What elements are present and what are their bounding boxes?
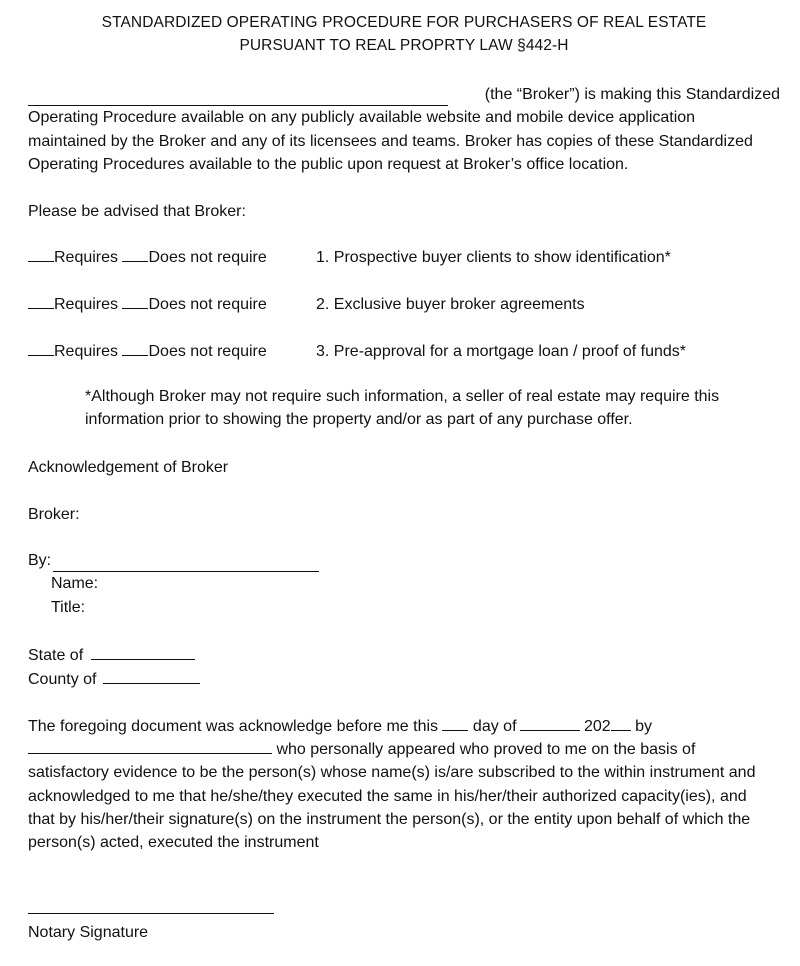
requirement-item: 1. Prospective buyer clients to show identification* <box>316 249 671 267</box>
intro-line-3: maintained by the Broker and any of its licensees and teams. Broker has copies of these Standardized <box>28 132 753 150</box>
acknowledgement-heading: Acknowledgement of Broker <box>28 458 229 476</box>
intro-line-2: Operating Procedure available on any publicly available website and mobile device application <box>28 109 696 127</box>
requirement-item: 3. Pre-approval for a mortgage loan / proof of funds* <box>316 342 686 360</box>
requirement-row-1 <box>28 246 780 269</box>
title-line-2: PURSUANT TO REAL PROPRTY LAW §442-H <box>239 37 569 54</box>
broker-label: Broker: <box>28 505 80 523</box>
does-not-require-label: Does not require <box>148 249 267 267</box>
requires-label: Requires <box>54 296 119 314</box>
day-blank[interactable] <box>442 716 468 731</box>
footnote-line-2: information prior to showing the property and/or as part of any purchase offer. <box>85 411 633 429</box>
requires-label: Requires <box>54 342 119 360</box>
title-line-1: STANDARDIZED OPERATING PROCEDURE FOR PURCHASERS OF REAL ESTATE <box>101 14 707 31</box>
foregoing-part-4: by <box>635 717 653 735</box>
does-not-require-label: Does not require <box>148 296 267 314</box>
by-label: By: <box>28 552 52 570</box>
requirement-row-3 <box>28 340 780 363</box>
month-blank[interactable] <box>520 716 580 731</box>
year-blank[interactable] <box>611 716 631 731</box>
does-not-require-blank[interactable] <box>122 294 148 309</box>
state-label: State of <box>28 647 84 665</box>
requires-blank[interactable] <box>28 247 54 262</box>
foregoing-line-5: that by his/her/their signature(s) on the instrument the person(s), or the entity upon behalf of which the <box>28 810 751 828</box>
foregoing-line-2 <box>28 738 780 761</box>
requires-blank[interactable] <box>28 341 54 356</box>
intro-paragraph <box>28 83 780 176</box>
county-blank[interactable] <box>103 667 200 684</box>
requirements-list <box>28 246 780 362</box>
state-blank[interactable] <box>91 643 195 660</box>
advised-text: Please be advised that Broker: <box>28 203 246 221</box>
notary-acknowledgement-paragraph <box>28 715 780 855</box>
appeared-person-blank[interactable] <box>28 739 272 754</box>
document-page <box>0 11 800 966</box>
footnote <box>28 385 780 432</box>
requirement-item: 2. Exclusive buyer broker agreements <box>316 296 585 314</box>
requires-label: Requires <box>54 249 119 267</box>
intro-first-tail: (the “Broker”) is making this Standardized <box>484 86 780 103</box>
does-not-require-label: Does not require <box>148 342 267 360</box>
foregoing-line-1 <box>28 715 780 738</box>
requires-blank[interactable] <box>28 294 54 309</box>
does-not-require-blank[interactable] <box>122 247 148 262</box>
by-row <box>28 549 780 572</box>
foregoing-line-6: person(s) acted, executed the instrument <box>28 834 319 852</box>
foregoing-line-2-tail: who personally appeared who proved to me on the basis of <box>276 740 696 758</box>
title-label: Title: <box>51 598 86 616</box>
foregoing-line-4: acknowledged to me that he/she/they executed the same in his/her/their authorized capacity(ies), and <box>28 787 747 805</box>
does-not-require-blank[interactable] <box>122 341 148 356</box>
broker-name-blank[interactable] <box>28 89 448 106</box>
county-row <box>28 667 780 691</box>
state-row <box>28 643 780 667</box>
name-label: Name: <box>51 575 99 593</box>
county-label: County of <box>28 671 97 689</box>
foregoing-part-1: The foregoing document was acknowledge before me this <box>28 717 439 735</box>
footnote-line-1: *Although Broker may not require such information, a seller of real estate may require this <box>85 387 720 405</box>
foregoing-part-2: day of <box>472 717 517 735</box>
foregoing-line-3: satisfactory evidence to be the person(s) whose name(s) is/are subscribed to the within instrument and <box>28 764 756 782</box>
notary-signature-label: Notary Signature <box>28 924 149 942</box>
intro-line-4: Operating Procedures available to the public upon request at Broker’s office location. <box>28 155 629 173</box>
notary-signature-line[interactable] <box>28 903 274 914</box>
requirement-row-2 <box>28 293 780 316</box>
by-signature-blank[interactable] <box>53 555 319 572</box>
foregoing-part-3: 202 <box>583 717 611 735</box>
state-county-block <box>28 643 780 692</box>
document-title <box>28 11 780 57</box>
